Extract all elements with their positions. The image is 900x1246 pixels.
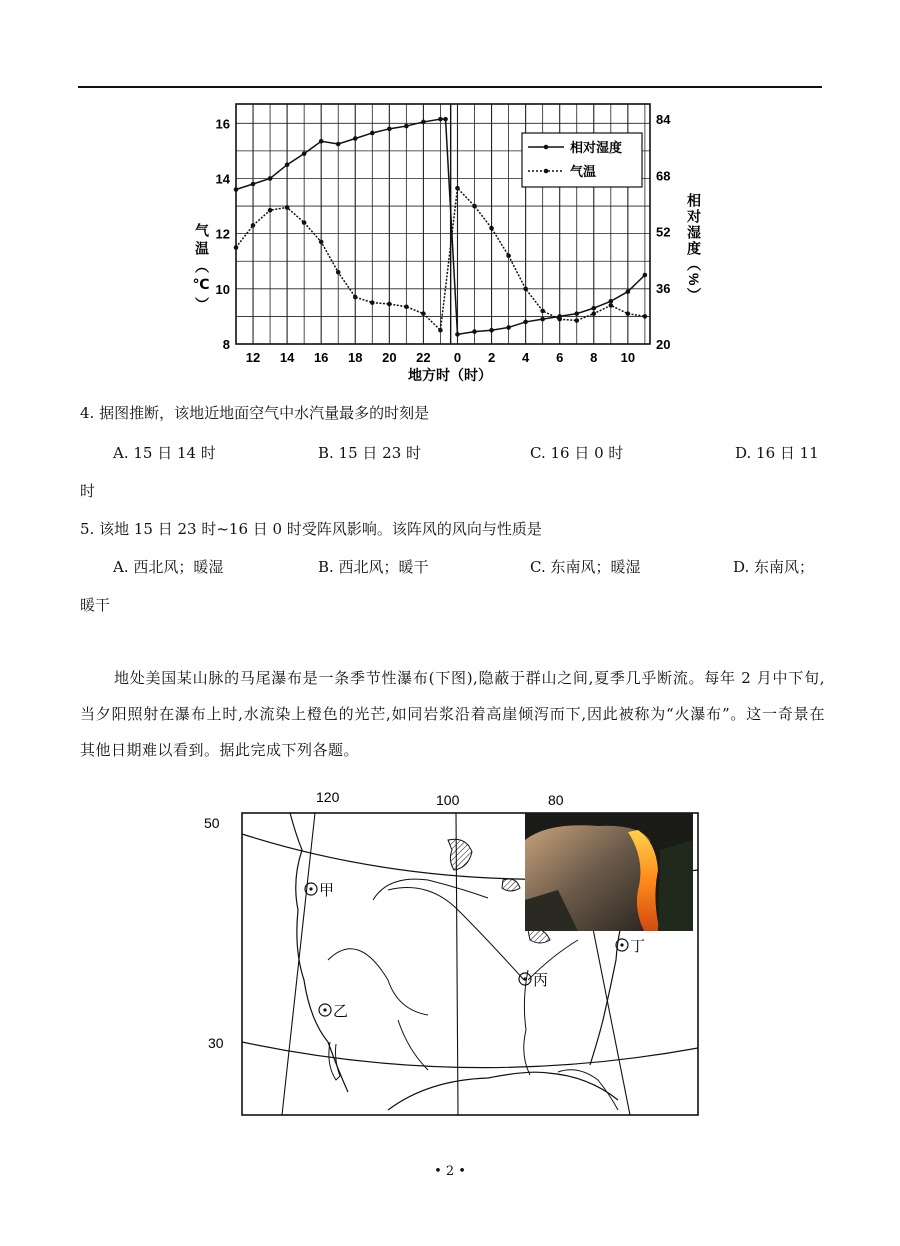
- lon-label-120: 120: [316, 789, 340, 805]
- x-tick: 14: [279, 350, 295, 365]
- x-tick: 18: [348, 350, 363, 365]
- horsetail-fall-photo: [525, 813, 693, 931]
- lon-label-80: 80: [548, 792, 564, 808]
- question-4-stem: 4. 据图推断，该地近地面空气中水汽量最多的时刻是: [80, 404, 430, 422]
- humidity-point: [302, 151, 307, 156]
- x-tick: 10: [620, 350, 636, 365]
- left-axis-ticks: [216, 116, 231, 352]
- humidity-point: [591, 306, 596, 311]
- x-tick: 22: [416, 350, 431, 365]
- humidity-point: [319, 139, 324, 144]
- temperature-point: [455, 186, 460, 191]
- humidity-point: [268, 176, 273, 181]
- humidity-point: [455, 332, 460, 337]
- q4-option-d: D. 16 日 11: [735, 444, 819, 462]
- humidity-point: [472, 329, 477, 334]
- q4-option-d-wrap: 时: [80, 482, 96, 500]
- humidity-point: [353, 136, 358, 141]
- x-tick: 16: [313, 350, 329, 365]
- question-5-stem: 5. 该地 15 日 23 时~16 日 0 时受阵风影响。该阵风的风向与性质是: [80, 520, 542, 538]
- q4-option-b: B. 15 日 23 时: [318, 444, 422, 462]
- lat-label-50: 50: [204, 815, 220, 831]
- humidity-point: [387, 127, 392, 132]
- right-axis-ticks: [656, 112, 671, 352]
- x-tick: 2: [487, 350, 496, 365]
- q5-option-d: D. 东南风；: [733, 558, 815, 576]
- passage-text: 地处美国某山脉的马尾瀑布是一条季节性瀑布(下图),隐蔽于群山之间,夏季几乎断流。每年 2 月中下旬,当夕阳照射在瀑布上时,水流染上橙色的光芒,如同岩浆沿着高崖倾泻而下,因此被称为“火瀑布”。这一奇景在其他日期难以看到。据此完成下列各题。: [80, 669, 825, 759]
- y-right-tick: 68: [656, 168, 671, 184]
- humidity-point: [540, 317, 545, 322]
- y-right-axis-label: 相对湿度（%）: [686, 193, 702, 304]
- humidity-point: [609, 299, 614, 304]
- temperature-humidity-chart: [180, 98, 700, 390]
- q4-option-a: A. 15 日 14 时: [113, 444, 216, 462]
- lon-label-100: 100: [436, 792, 460, 808]
- humidity-point: [506, 325, 511, 330]
- y-right-tick: 36: [656, 280, 671, 296]
- x-tick: 12: [245, 350, 261, 365]
- temperature-point: [523, 287, 528, 292]
- q5-option-d-wrap: 暖干: [80, 596, 111, 614]
- y-right-tick: 52: [656, 224, 671, 240]
- temperature-point: [285, 205, 290, 210]
- temperature-point: [626, 311, 631, 316]
- y-left-tick: 16: [215, 116, 230, 132]
- north-america-map: [198, 780, 702, 1128]
- y-left-tick: 8: [222, 337, 230, 352]
- temperature-point: [268, 208, 273, 213]
- temperature-point: [387, 302, 392, 307]
- svg-text:甲: 甲: [319, 882, 335, 899]
- temperature-point: [370, 300, 375, 305]
- y-left-tick: 10: [215, 281, 230, 297]
- temperature-point: [489, 226, 494, 231]
- humidity-point: [574, 311, 579, 316]
- humidity-point: [443, 117, 448, 122]
- legend-temperature: 气温: [570, 164, 597, 179]
- temperature-point: [591, 311, 596, 316]
- temperature-point: [609, 303, 614, 308]
- humidity-point: [421, 120, 426, 125]
- temperature-point: [404, 304, 409, 309]
- x-axis-label: 地方时（时）: [408, 367, 492, 383]
- temperature-point: [336, 270, 341, 275]
- humidity-point: [489, 328, 494, 333]
- humidity-point: [626, 289, 631, 294]
- x-tick: 8: [590, 350, 598, 365]
- q5-option-a: A. 西北风；暖湿: [113, 558, 224, 576]
- q4-option-c: C. 16 日 0 时: [530, 444, 624, 462]
- chart-legend: [522, 133, 642, 187]
- temperature-point: [353, 295, 358, 300]
- temperature-point: [251, 223, 256, 228]
- legend-humidity: 相对湿度: [570, 140, 623, 155]
- temperature-point: [506, 253, 511, 258]
- temperature-point: [540, 309, 545, 314]
- temperature-point: [643, 314, 648, 319]
- humidity-point: [404, 124, 409, 129]
- temperature-point: [574, 318, 579, 323]
- temperature-point: [557, 317, 562, 322]
- x-tick: 0: [453, 350, 462, 365]
- humidity-point: [643, 273, 648, 278]
- svg-text:乙: 乙: [333, 1003, 349, 1020]
- svg-text:丙: 丙: [533, 972, 549, 989]
- page-number: • 2 •: [434, 1164, 466, 1179]
- x-tick: 4: [522, 350, 530, 365]
- humidity-point: [523, 320, 528, 325]
- temperature-point: [421, 311, 426, 316]
- x-tick: 20: [382, 350, 397, 365]
- humidity-point: [336, 142, 341, 147]
- q5-option-b: B. 西北风；暖干: [318, 558, 429, 576]
- humidity-point: [285, 162, 290, 167]
- y-right-tick: 20: [656, 337, 671, 352]
- y-right-tick: 84: [656, 112, 671, 128]
- temperature-point: [472, 204, 477, 209]
- humidity-point: [251, 182, 256, 187]
- x-tick: 6: [556, 350, 564, 365]
- temperature-point: [234, 245, 239, 250]
- y-left-tick: 12: [215, 226, 230, 242]
- humidity-point: [370, 131, 375, 136]
- header-rule: [78, 86, 822, 88]
- humidity-point: [438, 117, 443, 122]
- y-left-axis-label: 气温（℃）: [194, 223, 210, 315]
- lat-label-30: 30: [208, 1035, 224, 1051]
- y-left-tick: 14: [215, 171, 230, 187]
- temperature-point: [319, 240, 324, 245]
- temperature-point: [302, 220, 307, 225]
- svg-text:丁: 丁: [630, 938, 646, 955]
- q5-option-c: C. 东南风；暖湿: [530, 558, 641, 576]
- humidity-point: [234, 187, 239, 192]
- temperature-point: [438, 328, 443, 333]
- x-axis-ticks: [246, 350, 635, 365]
